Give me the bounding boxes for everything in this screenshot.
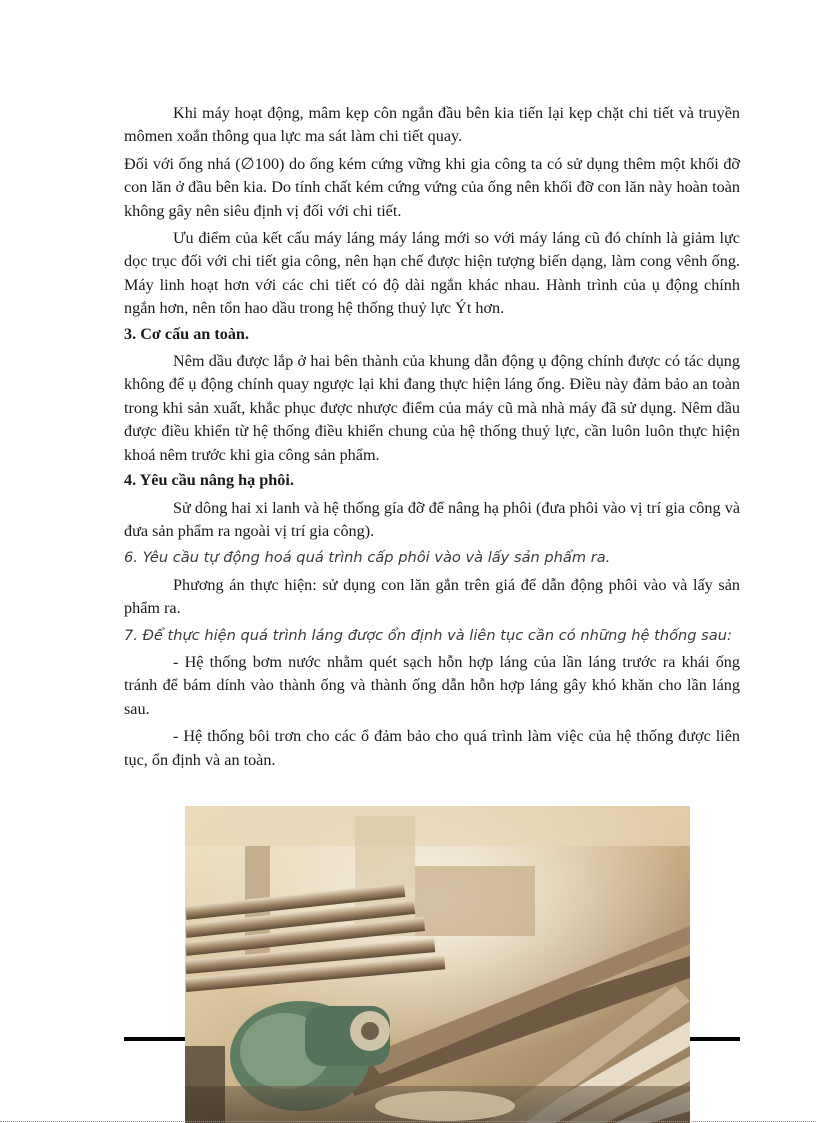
heading-safety: 3. Cơ cấu an toàn.	[124, 324, 249, 343]
paragraph-safety: Nêm dầu được lắp ở hai bên thành của khung dẫn động ụ động chính được có tác dụng không để ụ động chính quay ngược lại khi đang thực hiện láng ống. Điều này đảm bảo an toàn trong khi sản xuất, khắc phục được nhược điểm của máy cũ mà nhà máy đã sử dụng. Nêm dầu được điều khiển từ hệ thống điều khiển chung của hệ thống thuỷ lực, cần luôn luôn thực hiện khoá nêm trước khi gia công sản phẩm.	[124, 352, 740, 464]
paragraph-clamping: Khi máy hoạt động, mâm kẹp côn ngắn đầu bên kia tiến lại kẹp chặt chi tiết và truyền mômen xoắn thông qua lực ma sát làm chi tiết quay.	[124, 104, 740, 146]
heading-systems: 7. Để thực hiện quá trình láng được ổn định và liên tục cần có những hệ thống sau:	[124, 626, 732, 644]
factory-pipes-photo	[185, 806, 690, 1123]
paragraph-water-pump: - Hệ thống bơm nước nhằm quét sạch hỗn hợp láng của lần láng trước ra khái ống tránh để bám dính vào thành ống và thành ống dẫn hỗn hợp láng gây khó khăn cho lần láng sau.	[124, 652, 740, 718]
paragraph-advantages: Ưu điểm của kết cấu máy láng máy láng mới so với máy láng cũ đó chính là giảm lực dọc trục đối với chi tiết gia công, nên hạn chế được hiện tượng biến dạng, làm cong vênh ống. Máy linh hoạt hơn với các chi tiết có độ dài ngắn khác nhau. Hành trình của ụ động chính ngắn hơn, nên tổn hao dầu trong hệ thống thuỷ lực Ýt hơn.	[124, 229, 740, 318]
body-text	[124, 102, 740, 772]
paragraph-lifting: Sử dông hai xi lanh và hệ thống gía đỡ để nâng hạ phôi (đưa phôi vào vị trí gia công và đưa sản phẩm ra ngoài vị trí gia công).	[124, 498, 740, 540]
heading-automation: 6. Yêu cầu tự động hoá quá trình cấp phôi vào và lấy sản phẩm ra.	[124, 549, 611, 567]
heading-lifting: 4. Yêu cầu nâng hạ phôi.	[124, 471, 294, 490]
paragraph-small-pipe: Đối với ống nhá (∅100) do ống kém cứng vững khi gia công ta có sử dụng thêm một khối đỡ con lăn ở đầu bên kia. Do tính chất kém cứng vứng của ống nên khối đỡ con lăn này hoàn toàn không gây nên siêu định vị đối với chi tiết.	[124, 154, 740, 220]
paragraph-lubrication: - Hệ thống bôi trơn cho các ổ đảm bảo cho quá trình làm việc của hệ thống được liên tục, ổn định và an toàn.	[124, 727, 740, 769]
paragraph-automation: Phương án thực hiện: sử dụng con lăn gắn trên giá để dẫn động phôi vào và lấy sản phẩm ra.	[124, 575, 740, 618]
